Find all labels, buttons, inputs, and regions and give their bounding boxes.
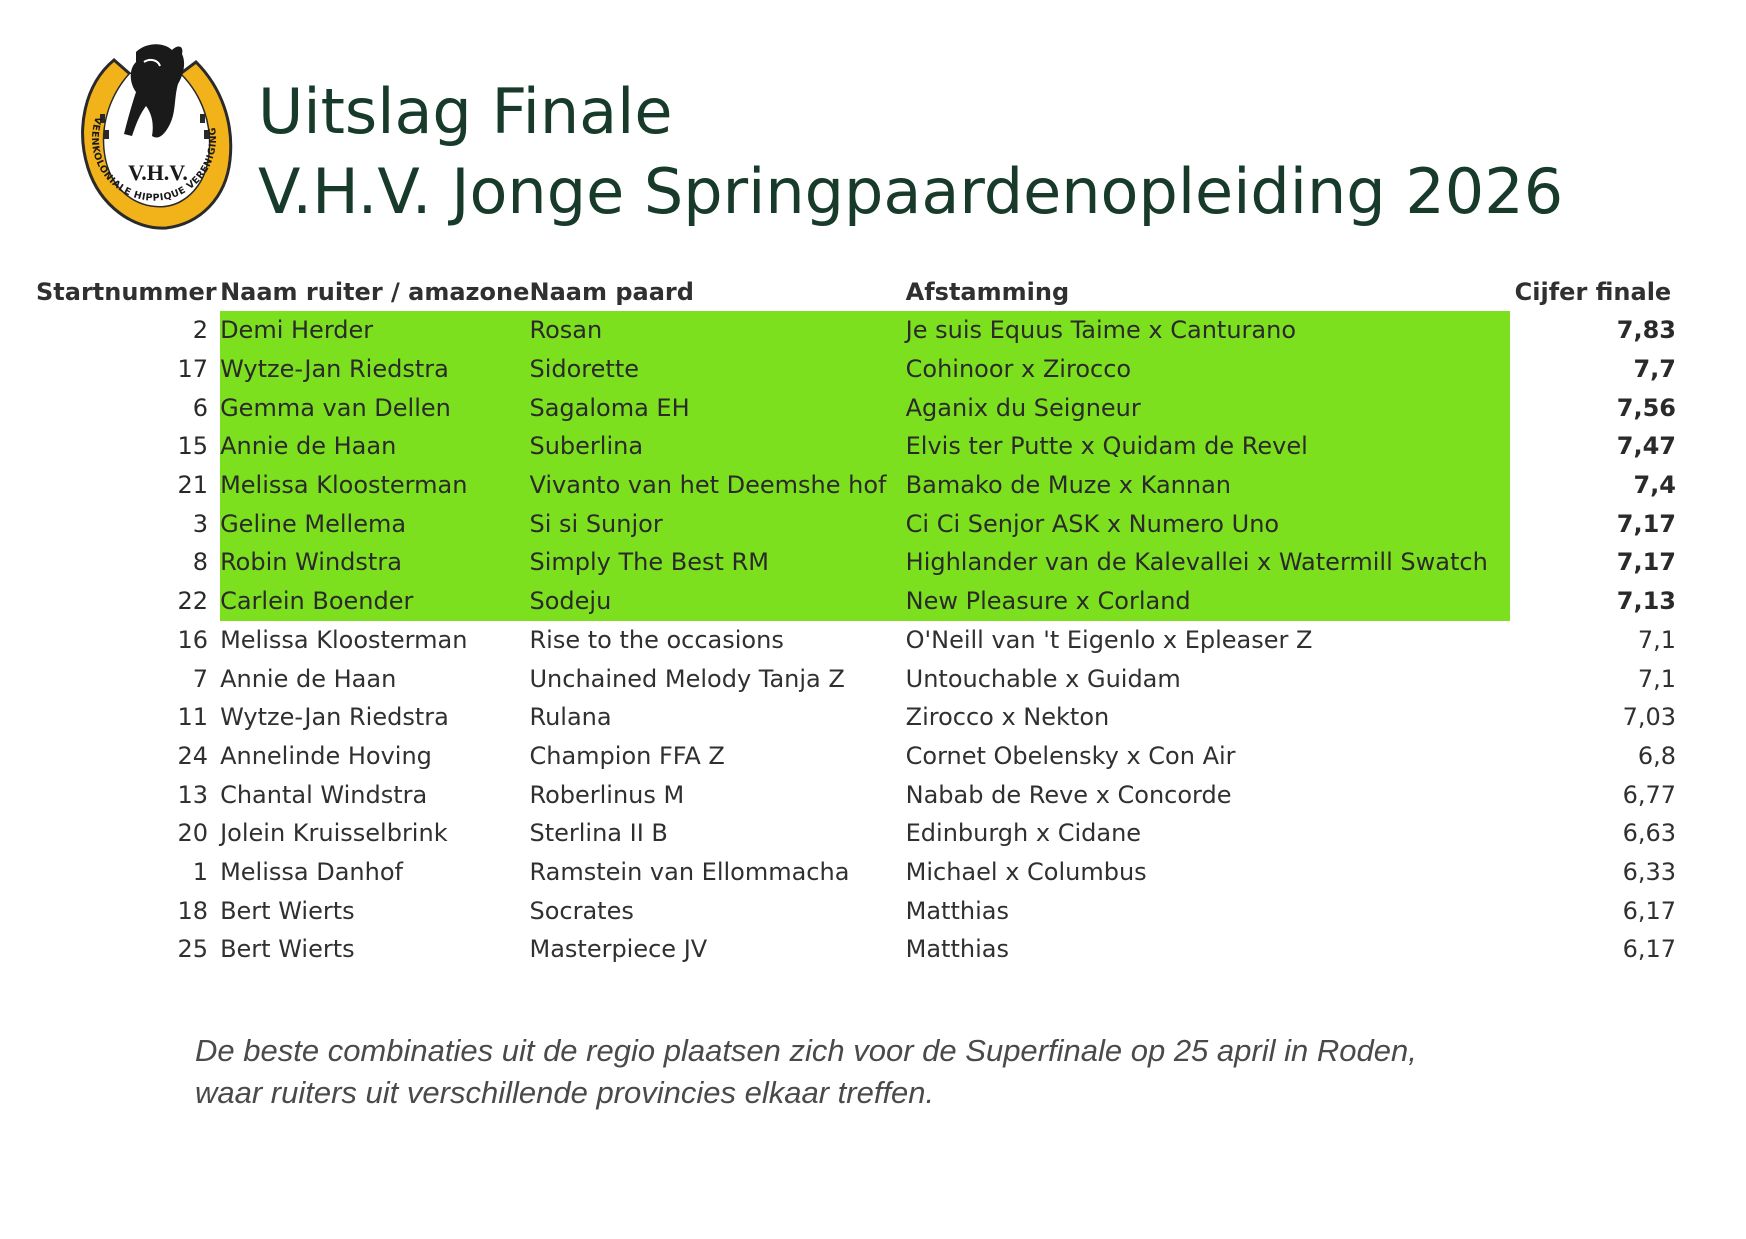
horse-cell: Simply The Best RM xyxy=(529,543,905,582)
rider-cell: Carlein Boender xyxy=(220,582,529,621)
table-row xyxy=(36,582,1676,621)
horse-cell: Champion FFA Z xyxy=(529,741,725,770)
table-row xyxy=(36,891,1676,930)
score-cell: 7,17 xyxy=(1616,548,1676,577)
pedigree-cell: New Pleasure x Corland xyxy=(906,582,1510,621)
table-row xyxy=(36,466,1676,505)
rider-cell: Melissa Kloosterman xyxy=(220,625,468,654)
table-header-row xyxy=(36,273,1676,311)
header-start-number: Startnummer xyxy=(36,278,217,306)
logo-ring-text: VEENKOLONIALE HIPPIQUE VERENIGING xyxy=(88,115,220,204)
score-cell: 7,56 xyxy=(1616,393,1676,422)
start-number-cell: 22 xyxy=(177,587,209,616)
footnote-line-1: De beste combinaties uit de regio plaatsen zich voor de Superfinale op 25 april in Roden, xyxy=(195,1033,1417,1068)
rider-cell: Geline Mellema xyxy=(220,504,529,543)
start-number-cell: 24 xyxy=(177,741,209,770)
horse-cell: Rise to the occasions xyxy=(529,625,784,654)
start-number-cell: 1 xyxy=(192,857,209,886)
header-horse: Naam paard xyxy=(529,278,694,306)
rider-cell: Melissa Danhof xyxy=(220,857,403,886)
rider-cell: Bert Wierts xyxy=(220,896,355,925)
score-cell: 7,1 xyxy=(1637,664,1676,693)
vhv-logo xyxy=(74,40,234,240)
title-line-2: V.H.V. Jonge Springpaardenopleiding 2026 xyxy=(258,155,1564,228)
pedigree-cell: Matthias xyxy=(905,935,1009,964)
horse-cell: Unchained Melody Tanja Z xyxy=(529,664,845,693)
footnote-line-2: waar ruiters uit verschillende provincies elkaar treffen. xyxy=(195,1075,935,1110)
score-cell: 7,03 xyxy=(1622,703,1676,732)
score-cell: 6,17 xyxy=(1622,896,1676,925)
pedigree-cell: Zirocco x Nekton xyxy=(905,703,1110,732)
horse-cell: Sodeju xyxy=(529,582,905,621)
rider-cell: Annie de Haan xyxy=(220,664,397,693)
horse-cell: Sterlina II B xyxy=(529,819,668,848)
page-title xyxy=(258,72,1563,232)
table-row xyxy=(36,853,1676,892)
rider-cell: Wytze-Jan Riedstra xyxy=(220,350,529,389)
start-number-cell: 17 xyxy=(177,355,209,384)
start-number-cell: 20 xyxy=(177,819,209,848)
score-cell: 6,8 xyxy=(1637,741,1676,770)
start-number-cell: 13 xyxy=(177,780,209,809)
horse-cell: Roberlinus M xyxy=(529,780,685,809)
table-row xyxy=(36,504,1676,543)
rider-cell: Demi Herder xyxy=(220,311,529,350)
start-number-cell: 15 xyxy=(177,432,209,461)
horse-cell: Ramstein van Ellommacha xyxy=(529,857,850,886)
horse-cell: Rosan xyxy=(529,311,905,350)
title-line-1: Uitslag Finale xyxy=(258,75,673,148)
score-cell: 6,33 xyxy=(1622,857,1676,886)
pedigree-cell: Cohinoor x Zirocco xyxy=(906,350,1510,389)
pedigree-cell: O'Neill van 't Eigenlo x Epleaser Z xyxy=(905,625,1313,654)
horse-cell: Socrates xyxy=(529,896,634,925)
table-row xyxy=(36,388,1676,427)
table-row xyxy=(36,543,1676,582)
table-row xyxy=(36,775,1676,814)
pedigree-cell: Cornet Obelensky x Con Air xyxy=(905,741,1236,770)
start-number-cell: 16 xyxy=(177,625,209,654)
horse-cell: Sidorette xyxy=(529,350,905,389)
horse-cell: Sagaloma EH xyxy=(529,388,905,427)
header-score: Cijfer finale xyxy=(1514,278,1672,306)
pedigree-cell: Untouchable x Guidam xyxy=(905,664,1181,693)
start-number-cell: 7 xyxy=(192,664,209,693)
table-row xyxy=(36,621,1676,660)
table-row xyxy=(36,814,1676,853)
start-number-cell: 3 xyxy=(192,509,209,538)
horse-cell: Si si Sunjor xyxy=(529,504,905,543)
pedigree-cell: Michael x Columbus xyxy=(905,857,1147,886)
start-number-cell: 21 xyxy=(177,471,209,500)
rider-cell: Gemma van Dellen xyxy=(220,388,529,427)
horse-cell: Rulana xyxy=(529,703,612,732)
rider-cell: Melissa Kloosterman xyxy=(220,466,529,505)
table-row xyxy=(36,427,1676,466)
start-number-cell: 6 xyxy=(192,393,209,422)
score-cell: 7,1 xyxy=(1637,625,1676,654)
rider-cell: Annie de Haan xyxy=(220,427,529,466)
rider-cell: Jolein Kruisselbrink xyxy=(220,819,448,848)
start-number-cell: 18 xyxy=(177,896,209,925)
horse-cell: Suberlina xyxy=(529,427,905,466)
pedigree-cell: Nabab de Reve x Concorde xyxy=(905,780,1232,809)
rider-cell: Robin Windstra xyxy=(220,543,529,582)
table-body xyxy=(36,311,1676,969)
table-row xyxy=(36,311,1676,350)
rider-cell: Bert Wierts xyxy=(220,935,355,964)
horse-cell: Vivanto van het Deemshe hof xyxy=(529,466,905,505)
pedigree-cell: Aganix du Seigneur xyxy=(906,388,1510,427)
score-cell: 7,83 xyxy=(1616,316,1676,345)
logo-text: V.H.V. xyxy=(128,160,188,185)
table-row xyxy=(36,698,1676,737)
pedigree-cell: Je suis Equus Taime x Canturano xyxy=(906,311,1510,350)
start-number-cell: 2 xyxy=(192,316,209,345)
pedigree-cell: Edinburgh x Cidane xyxy=(905,819,1142,848)
results-table xyxy=(36,273,1676,969)
score-cell: 6,63 xyxy=(1622,819,1676,848)
table-row xyxy=(36,350,1676,389)
pedigree-cell: Ci Ci Senjor ASK x Numero Uno xyxy=(906,504,1510,543)
table-row xyxy=(36,737,1676,776)
start-number-cell: 8 xyxy=(192,548,209,577)
start-number-cell: 11 xyxy=(177,703,209,732)
table-row xyxy=(36,659,1676,698)
pedigree-cell: Bamako de Muze x Kannan xyxy=(906,466,1510,505)
pedigree-cell: Highlander van de Kalevallei x Watermill Swatch xyxy=(906,543,1510,582)
horse-cell: Masterpiece JV xyxy=(529,935,708,964)
score-cell: 6,17 xyxy=(1622,935,1676,964)
score-cell: 7,4 xyxy=(1633,471,1676,500)
pedigree-cell: Matthias xyxy=(905,896,1009,925)
rider-cell: Wytze-Jan Riedstra xyxy=(220,703,449,732)
pedigree-cell: Elvis ter Putte x Quidam de Revel xyxy=(906,427,1510,466)
score-cell: 7,17 xyxy=(1616,509,1676,538)
header-rider: Naam ruiter / amazone xyxy=(220,278,530,306)
rider-cell: Chantal Windstra xyxy=(220,780,428,809)
table-row xyxy=(36,930,1676,969)
score-cell: 7,47 xyxy=(1616,432,1676,461)
rider-cell: Annelinde Hoving xyxy=(220,741,432,770)
score-cell: 7,7 xyxy=(1633,355,1676,384)
header-pedigree: Afstamming xyxy=(905,278,1070,306)
start-number-cell: 25 xyxy=(177,935,209,964)
footnote xyxy=(195,1030,1417,1114)
score-cell: 7,13 xyxy=(1616,587,1676,616)
score-cell: 6,77 xyxy=(1622,780,1676,809)
